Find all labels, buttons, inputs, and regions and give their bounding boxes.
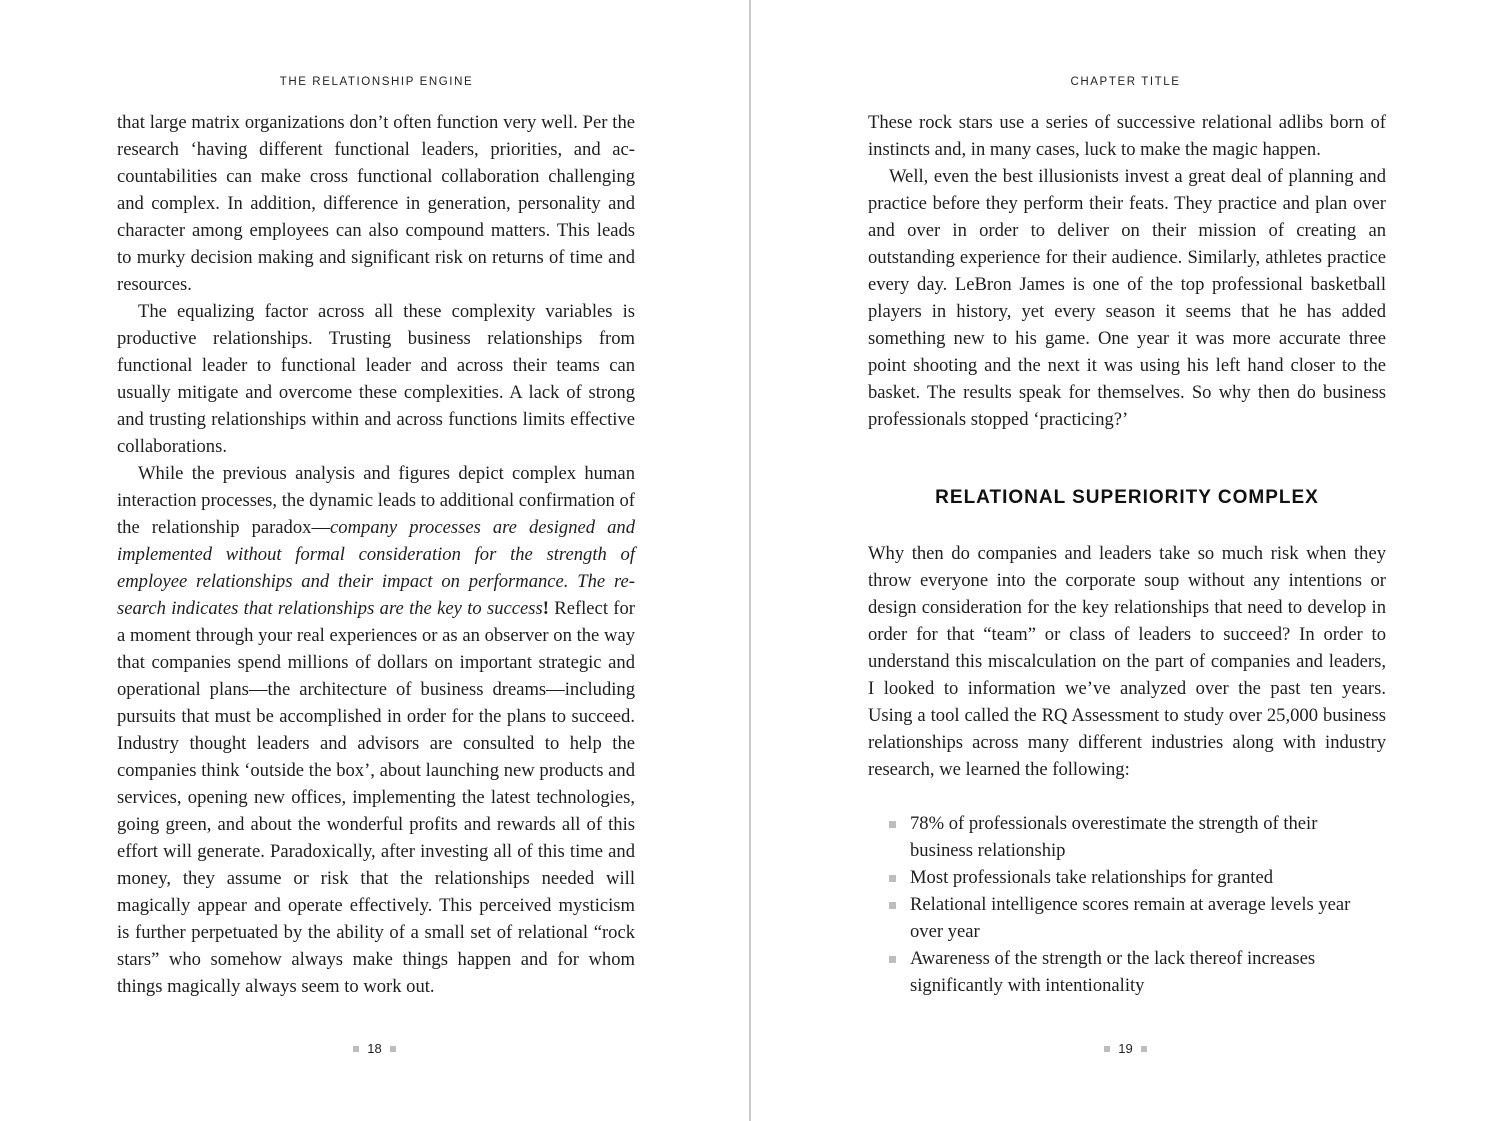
page-number-left bbox=[0, 1041, 749, 1056]
paragraph-text: While the previous analysis and figures depict complex human interaction processes, the dynamic leads to additional confirmation of the relationship paradox— bbox=[117, 463, 635, 538]
section-body bbox=[868, 540, 1386, 783]
section-heading: RELATIONAL SUPERIORITY COMPLEX bbox=[935, 487, 1319, 508]
running-head-left: THE RELATIONSHIP ENGINE bbox=[279, 76, 474, 88]
page-number-right bbox=[751, 1041, 1500, 1056]
list-item bbox=[889, 810, 1359, 864]
square-ornament-icon bbox=[1104, 1046, 1110, 1052]
list-item-text: Relational intelligence scores remain at average levels year over year bbox=[910, 894, 1351, 942]
page-number: 19 bbox=[1118, 1041, 1133, 1056]
page-number: 18 bbox=[367, 1041, 382, 1056]
square-ornament-icon bbox=[1141, 1046, 1147, 1052]
list-item bbox=[889, 891, 1359, 945]
square-bullet-icon bbox=[889, 821, 896, 828]
paragraph-text: Reflect for a moment through your real experiences or as an observer on the way that companies spend millions of dollars on important strategic and operational plans—the architecture of business dreams—including pursuits that must be accomplished in order for the plans to succeed. Industry thought leaders and advisors are consulted to help the companies think ‘outside the box’, about launching new products and services, opening new offices, implementing the latest technologies, going green, and about the wonderful profits and rewards all of this effort will generate. Paradoxically, after investing all of this time and money, they assume or risk that the relationships needed will magically appear and operate effectively. This perceived mysticism is further perpetuated by the ability of a small set of relational “rock stars” who somehow always make things happen and for whom things magically always seem to work out. bbox=[117, 598, 635, 997]
body-paragraph: Well, even the best illusionists invest a great deal of planning and practice before they perform their feats. They practice and plan over and over in order to deliver on their mission of creating an outstanding experience for their audience. Similarly, athletes practice every day. LeBron James is one of the top professional basketball players in history, yet every season it seems that he has added something new to his game. One year it was more accurate three point shooting and the next it was using his left hand closer to the basket. The results speak for themselves. So why then do business professionals stopped ‘practicing?’ bbox=[868, 166, 1386, 430]
square-bullet-icon bbox=[889, 902, 896, 909]
findings-list bbox=[889, 810, 1359, 999]
body-paragraph: that large matrix organizations don’t often function very well. Per the research ‘having different functional leaders, priorities, and accountabilities can make cross functional collaboration challenging and complex. In addition, difference in generation, personality and character among employees can also compound matters. This leads to murky decision making and significant risk on returns of time and resources. bbox=[117, 112, 635, 295]
list-item bbox=[889, 864, 1359, 891]
italic-emphasis: company processes are designed and implemented without formal consideration for the strength of employee relationships and their impact on performance. The research indicates that relationships are the key to success bbox=[117, 517, 635, 619]
right-page bbox=[751, 0, 1500, 1121]
left-page bbox=[0, 0, 749, 1121]
body-paragraph: Why then do companies and leaders take so much risk when they throw everyone into the corporate soup without any intentions or design consideration for the key relationships that need to develop in order for that “team” or class of leaders to succeed? In order to understand this miscalculation on the part of companies and leaders, I looked to information we’ve analyzed over the past ten years. Using a tool called the RQ Assessment to study over 25,000 business relationships across many different industries along with industry research, we learned the following: bbox=[868, 543, 1386, 780]
body-paragraph: These rock stars use a series of successive relational adlibs born of instincts and, in many cases, luck to make the magic happen. bbox=[868, 112, 1386, 160]
square-ornament-icon bbox=[390, 1046, 396, 1052]
square-bullet-icon bbox=[889, 875, 896, 882]
list-item-text: Awareness of the strength or the lack thereof increases significantly with intentionality bbox=[910, 948, 1316, 996]
list-item-text: 78% of professionals overestimate the strength of their business relationship bbox=[910, 813, 1318, 861]
left-page-body bbox=[117, 109, 635, 1000]
body-paragraph: The equalizing factor across all these complexity variables is productive relationships. Trusting business relationships from functional leader to functional leader and across their teams can usually mitigate and overcome these complexities. A lack of strong and trusting relationships within and across functions limits effective collaborations. bbox=[117, 301, 635, 457]
square-ornament-icon bbox=[353, 1046, 359, 1052]
square-bullet-icon bbox=[889, 956, 896, 963]
right-page-body bbox=[868, 109, 1386, 433]
list-item-text: Most professionals take relationships for granted bbox=[910, 867, 1274, 888]
running-head-right: CHAPTER TITLE bbox=[1070, 76, 1181, 88]
list-item bbox=[889, 945, 1359, 999]
body-paragraph-with-emphasis bbox=[117, 460, 635, 1000]
exclamation: ! bbox=[542, 598, 549, 619]
